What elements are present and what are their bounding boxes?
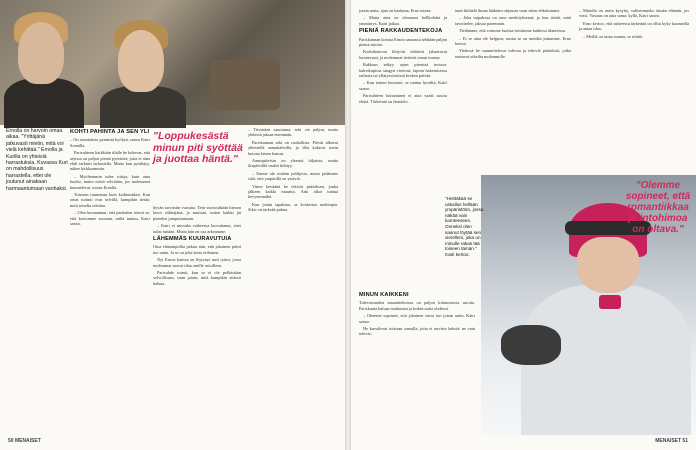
paragraph: Pariskunnan arki on rauhallista. Päivät alkavat yhteisellä aamukahvilla, ja illat kuluvat usein kotona lasten kanssa.: [248, 139, 338, 156]
left-column-3: [248, 127, 338, 215]
woman-body: [100, 86, 186, 128]
paragraph: tunti hiihtelä ilman lääkärin ohjausta vaan sitten ehkäisimme.: [455, 8, 561, 13]
photo-caption: "Heittäkää se uskallus hellään ympäristöön, jossa näkää vain luonteeseen. Onneksi olen saanut löytää sen vierelleni, joka on minulle rakas tää toiseen tämän." Katri kertoo.: [445, 196, 484, 257]
jacket-logo: [599, 295, 621, 309]
paragraph: Parisuhteen kärkkään tilalle he kokevat, että arjessa on paljon pieniä pyörteitä, joita ei aina ehdi tarkasti tarkastella. Mutta kun pysähtyy, näkee kirkkaammin.: [70, 150, 150, 172]
woman-face: [118, 30, 164, 92]
paragraph: hyvän tarvitsiin vuosina. Tein vuorosäkään hienon koon välittäjänä, ja muistan, miten kaikki jäi pieneksi jumputtamaan.: [153, 205, 241, 221]
pull-quote: "Loppukesästä minun piti syöttää ja juottaa häntä.": [153, 130, 243, 165]
paragraph: Viime keväänä he tekivät päätöksen, jonka jälkeen kaikki muuttui. Arki alkoi tuntua kevyemmältä.: [248, 183, 338, 200]
paragraph: Kun jotain tapahtuu, se koskettaa molempia. Siksi on tärkeää puhua.: [248, 201, 338, 213]
paragraph: Pariskunnan kotona Ernon saunassa tehdään paljon pieniä asioita.: [359, 36, 447, 48]
left-page: [0, 0, 345, 450]
paragraph: Parisuhteen hoitaminen ei aina vaadi suuria eleitä. Tärkeintä on läsnäolo.: [359, 93, 447, 104]
glove: [501, 325, 561, 365]
right-column-2: [455, 8, 571, 61]
section-heading: PIENIÄ RAKKAUDENTEKOJA: [359, 28, 443, 35]
paragraph: – Myöhemmin tulee riitoja, kuin aina luulisi, mutta niistä selvitään, jos molemmat kuuntelevat, toteaa Ernolla.: [70, 173, 150, 190]
man-face: [18, 22, 64, 84]
right-page: [351, 0, 696, 450]
section-heading: LÄHEMMÄS KUURAVUTUIA: [153, 236, 232, 243]
photo-caption: Ernolla on harvoin omaa aikaa. "Yrittäjänä jatkuvasti mietin, mitä voi vielä kehittää." Ernolla ja Kurilla on yhteisiä harrastuksia. Kuvassa Kuri on mahdollisuus harrastella, ettei ole joutunut ainakaan harmaantumaan vanhaksi.: [6, 128, 68, 192]
paragraph: – Kun toinen huomioi, se tuntuu hyvältä, Katri sanoo.: [359, 80, 447, 91]
paragraph: Tulevaisuuden suunnitelmissa on paljon kiinnostavia asioita. Pariskunta haluaa matkustaa ja kokea uutta yhdessä.: [359, 300, 475, 311]
paragraph: Yhdessä he suunnittelevat tulevaa ja tekevät päätöksiä, jotka tuntuvat oikeilta molemmille.: [455, 48, 571, 59]
paragraph: – Meillä on sama suunta, se riittää.: [583, 33, 643, 39]
paragraph: Parisuhde toimii, kun se ei ole pelkästään velvollisuus, vaan jotain, mitä kumpikin aidosti haluaa.: [153, 270, 241, 286]
pull-quote: "Olemme sopineet, että romantiikkaa ja intohimoa on oltava.": [625, 180, 691, 235]
paragraph: – Olen huomannut, että parhaiten toimii se, että kerromme suoraan, miltä tuntuu, Katri sanoo.: [70, 210, 150, 227]
paragraph: Toisiaan tunnetaan kuin kodinmäkeä. Kun omat rutiinit ovat selvillä, kumpikin tietää, mitä toiselta odottaa.: [70, 192, 150, 208]
paragraph: Rakkaus näkyy arjen pienissä teoissa: kahvikupissa sängyn vieressä, lapsen hakemisessa tarhasta tai yllätysviestissä kesken päivää.: [359, 62, 447, 79]
paragraph: Nyt Ernon kanssa on löytynyt uusi rytmi, jossa molemmat saavat tilaa omille asioilleen.: [153, 257, 241, 268]
man-body: [4, 78, 84, 128]
paragraph: – Emme ole mitään juhlijoita, mutta pidämme siitä, että ympärillä on ystäviä.: [248, 170, 338, 182]
left-column-2: [153, 205, 241, 288]
paragraph: – Ei se aina ole helppoa, mutta se on meidän juttumme, Erno kertoo.: [455, 35, 571, 47]
background-object: [210, 60, 280, 110]
section-heading: KOHTI PAHINTA JA SEN YLI: [70, 129, 150, 135]
right-column-bottom: [359, 290, 475, 339]
right-column-3: [579, 8, 689, 41]
paragraph: – Joka taipalessa on oma merkityksensä, ja kun tietää, mitä tavoittelee, jaksaa paremmin.: [455, 15, 571, 26]
paragraph: – Tiivistäen sanottuna: arki vie paljon, mutta yhdessä jaksaa enemmän.: [248, 127, 338, 138]
paragraph: Tiedämme, että voimme luottaa toisiimme kaikissa tilanteissa.: [459, 28, 567, 34]
left-column-1: [70, 127, 150, 229]
paragraph: Aamupäivisin on yleensä hiljaista, mutta iltapäivällä vauhti kiihtyy.: [248, 158, 338, 169]
paragraph: – Minulla on usein kysytty, valitsimmeko tämän elämän, jos voisi. Vastaus on aina sama: kyllä, Katri sanoo.: [579, 8, 689, 19]
paragraph: – Olemme sopineet, että jokainen vuosi tuo jotain uutta, Katri sanoo.: [359, 313, 475, 324]
paragraph: Oma elämänpolku jatkuu niin, että jokainen päivä tuo uutta. Ja se on joka kerta erilainen.: [153, 244, 241, 255]
paragraph: – On sisustuksia pynnistä hyökyä, sanoo Katri Sonnilla.: [70, 137, 150, 148]
paragraph: Kodinhoitoon liittyvät tehtävät jakautuvat luontevasti, ja molemmat tietävät oman osansa.: [359, 49, 447, 60]
paragraph: – Katri ei missään vaiheessa luovuttanut, ettei tulisi mitään. Mutta hän on osa arkeamme.: [153, 223, 241, 234]
paragraph: – Mutta aina on olemassa hellkohdat ja ymmärrys, Katri jatkaa.: [359, 15, 447, 26]
couple-photo: [0, 0, 345, 125]
woman-face: [577, 237, 639, 293]
right-column-1: [359, 8, 447, 106]
page-number: MENAISET 51: [655, 438, 688, 444]
paragraph: jotain uutta, ajan on kaukana, Erno toteaa.: [359, 8, 432, 13]
page-number: 50 MENAISET: [8, 438, 41, 444]
paragraph: He kuvailevat toisiaan sanoilla, joita ei tarvitse keksiä: ne vain tulevat.: [359, 326, 475, 337]
section-heading: MINUN KAIKKENI: [359, 292, 409, 298]
paragraph: Erno kertoo, että suhteessa tärkeintä on ollut kyky kuunnella ja antaa tilaa.: [579, 20, 689, 32]
